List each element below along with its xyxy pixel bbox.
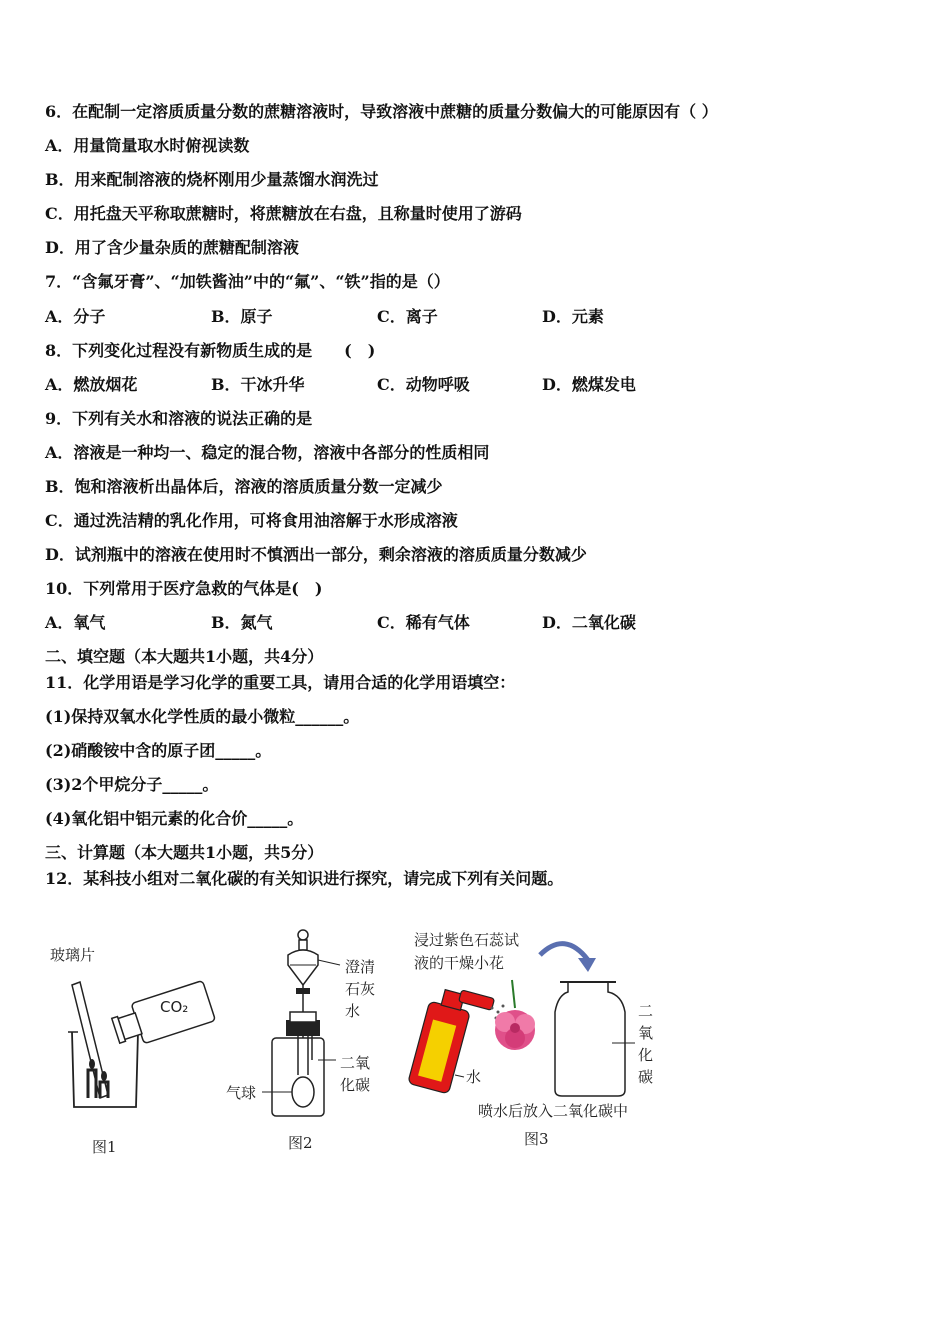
fig2-limewater-label-1: 澄清: [345, 958, 376, 976]
q9-stem: 9．下列有关水和溶液的说法正确的是: [45, 409, 313, 428]
q6-stem: 6．在配制一定溶质质量分数的蔗糖溶液时，导致溶液中蔗糖的质量分数偏大的可能原因有（ ）: [45, 102, 718, 121]
figure-3: [408, 931, 653, 1148]
fig2-caption: 图2: [288, 1134, 313, 1152]
q9-option-a: A．溶液是一种均一、稳定的混合物，溶液中各部分的性质相同: [45, 443, 490, 462]
fig3-co2-label-3: 化: [638, 1046, 654, 1064]
flower: [495, 980, 535, 1050]
q11-part-4: (4)氧化铝中铝元素的化合价_____。: [45, 809, 304, 828]
q11-part-2: (2)硝酸铵中含的原子团_____。: [45, 741, 272, 760]
section-3-heading: 三、计算题（本大题共1小题，共5分）: [45, 843, 324, 862]
section-2-heading: 二、填空题（本大题共1小题，共4分）: [45, 647, 324, 666]
q8-option-d: D．燃煤发电: [542, 375, 636, 394]
q9-option-c: C．通过洗洁精的乳化作用，可将食用油溶解于水形成溶液: [45, 511, 458, 530]
q7-option-c: C．离子: [377, 307, 438, 326]
q11-part-1: (1)保持双氧水化学性质的最小微粒______。: [45, 707, 360, 726]
q6-option-a: A．用量筒量取水时俯视读数: [45, 136, 250, 155]
move-arrow: [540, 944, 588, 960]
candle-flame-1: [89, 1059, 95, 1069]
fig1-caption: 图1: [92, 1138, 117, 1156]
q8-stem: 8．下列变化过程没有新物质生成的是 ( ): [45, 341, 376, 360]
q9-option-d: D．试剂瓶中的溶液在使用时不慎洒出一部分，剩余溶液的溶质质量分数减少: [45, 545, 587, 564]
fig2-co2-label-2: 化碳: [340, 1076, 371, 1094]
fig2-limewater-label-2: 石灰: [345, 980, 376, 998]
q10-option-c: C．稀有气体: [377, 613, 470, 632]
experiment-figures: [0, 920, 950, 1180]
q7-option-a: A．分子: [45, 307, 106, 326]
q12-stem: 12．某科技小组对二氧化碳的有关知识进行探究，请完成下列有关问题。: [45, 869, 564, 888]
q7-option-d: D．元素: [542, 307, 604, 326]
q10-option-d: D．二氧化碳: [542, 613, 636, 632]
fig3-co2-label-4: 碳: [638, 1068, 654, 1086]
figure-2: [226, 930, 375, 1152]
fig1-glass-label: 玻璃片: [50, 946, 96, 964]
q6-option-c: C．用托盘天平称取蔗糖时，将蔗糖放在右盘，且称量时使用了游码: [45, 204, 522, 223]
balloon: [292, 1077, 314, 1107]
co2-jar: [555, 982, 625, 1096]
fig3-flower-label-2: 液的干燥小花: [414, 954, 505, 972]
q8-option-b: B．干冰升华: [211, 375, 305, 394]
q7-option-b: B．原子: [211, 307, 273, 326]
q11-stem: 11．化学用语是学习化学的重要工具，请用合适的化学用语填空：: [45, 673, 516, 692]
q7-stem: 7．“含氟牙膏”、“加铁酱油”中的“氟”、“铁”指的是（）: [45, 272, 450, 291]
q10-stem: 10．下列常用于医疗急救的气体是( ): [45, 579, 323, 598]
figure-1: [50, 946, 215, 1156]
q6-option-d: D．用了含少量杂质的蔗糖配制溶液: [45, 238, 299, 257]
fig2-limewater-label-3: 水: [345, 1002, 361, 1020]
fig3-water-label: 水: [466, 1068, 482, 1086]
q8-option-a: A．燃放烟花: [45, 375, 138, 394]
fig3-caption: 图3: [524, 1130, 549, 1148]
fig3-co2-label-2: 氧: [638, 1024, 654, 1042]
q10-option-a: A．氧气: [45, 613, 106, 632]
q10-option-b: B．氮气: [211, 613, 273, 632]
fig3-co2-label-1: 二: [638, 1002, 654, 1020]
q8-option-c: C．动物呼吸: [377, 375, 470, 394]
spray-bottle: [408, 983, 495, 1100]
fig2-co2-label-1: 二氧: [340, 1054, 371, 1072]
fig3-note: 喷水后放入二氧化碳中: [478, 1102, 629, 1120]
candle-flame-2: [101, 1071, 107, 1081]
q11-part-3: (3)2个甲烷分子_____。: [45, 775, 219, 794]
fig1-co2-label: CO₂: [160, 998, 189, 1016]
fig3-flower-label-1: 浸过紫色石蕊试: [414, 931, 520, 949]
q9-option-b: B．饱和溶液析出晶体后，溶液的溶质质量分数一定减少: [45, 477, 443, 496]
fig2-balloon-label: 气球: [226, 1084, 257, 1102]
separatory-funnel: [288, 950, 318, 985]
q6-option-b: B．用来配制溶液的烧杯刚用少量蒸馏水润洗过: [45, 170, 379, 189]
